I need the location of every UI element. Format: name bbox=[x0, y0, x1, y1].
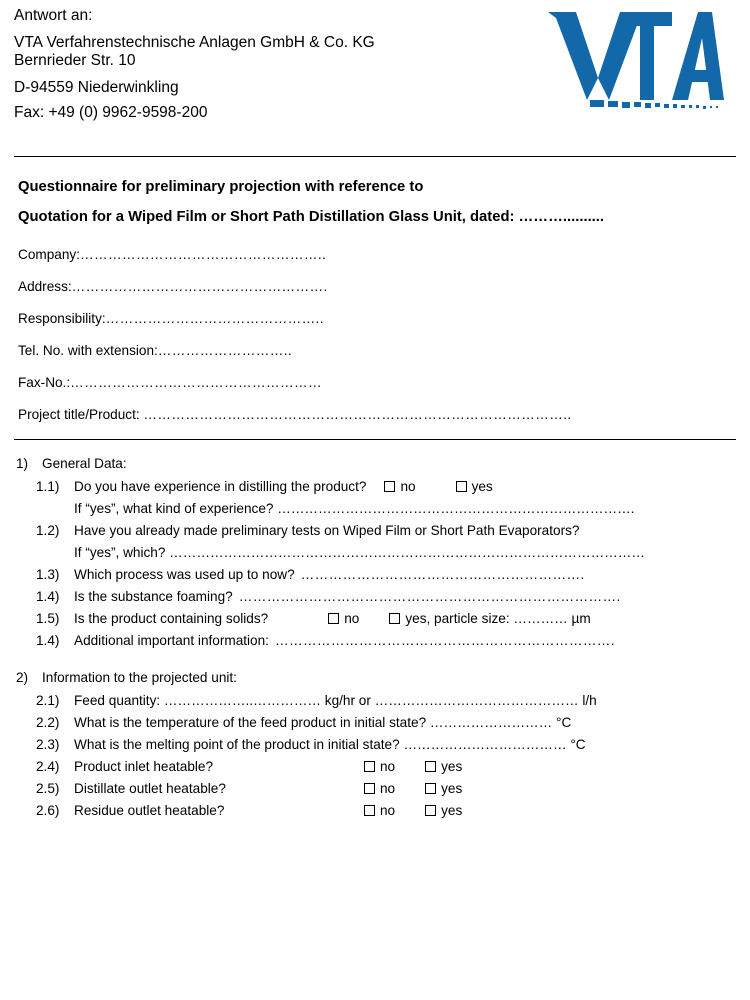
question-1-1-option-yes[interactable] bbox=[456, 479, 493, 494]
field-project-title-label: Project title/Product: bbox=[18, 407, 140, 422]
question-2-6-option-yes-label: yes bbox=[441, 803, 463, 818]
question-2-4-option-yes[interactable] bbox=[425, 759, 462, 774]
question-1-1-text: Do you have experience in distilling the product? bbox=[74, 479, 367, 494]
question-1-5-option-yes-label: yes, particle size: ………… µm bbox=[405, 611, 591, 626]
question-2-6-text: Residue outlet heatable? bbox=[74, 803, 225, 818]
field-responsibility-label: Responsibility: bbox=[18, 311, 106, 326]
question-1-5 bbox=[36, 611, 736, 626]
question-2-1-text: Feed quantity: ………………..…………… kg/hr or ……………………………………… l/h bbox=[74, 693, 597, 708]
question-2-5-option-yes[interactable] bbox=[425, 781, 462, 796]
checkbox-icon[interactable] bbox=[425, 805, 436, 816]
question-2-2[interactable] bbox=[36, 715, 736, 730]
checkbox-icon[interactable] bbox=[384, 481, 395, 492]
question-1-1-option-no-label: no bbox=[400, 479, 416, 494]
field-address[interactable] bbox=[18, 279, 736, 294]
question-1-4-foaming bbox=[36, 589, 736, 604]
field-project-title-input[interactable]: ……………………………………………………………………………….. bbox=[143, 407, 572, 422]
question-1-1 bbox=[36, 479, 736, 494]
question-2-6-option-no-label: no bbox=[380, 803, 396, 818]
question-1-2-sub[interactable]: If “yes”, which? …………………………………………………………………………………………… bbox=[74, 545, 645, 560]
question-1-4-foaming-answer[interactable]: ………………………………………………………………………. bbox=[238, 589, 621, 604]
section-2-number: 2) bbox=[16, 670, 29, 685]
section-general-data bbox=[14, 456, 736, 648]
reply-address-block bbox=[14, 8, 534, 123]
field-company-input[interactable]: …………………………………………….. bbox=[79, 247, 327, 262]
city-address: D-94559 Niederwinkling bbox=[14, 78, 179, 96]
question-1-4-additional-answer[interactable]: ………………………………………………………………. bbox=[274, 633, 615, 648]
checkbox-icon[interactable] bbox=[364, 761, 375, 772]
question-2-3-number: 2.3) bbox=[36, 737, 60, 752]
checkbox-icon[interactable] bbox=[425, 761, 436, 772]
fax-number: Fax: +49 (0) 9962-9598-200 bbox=[14, 104, 208, 121]
street-address: Bernrieder Str. 10 bbox=[14, 52, 136, 69]
question-2-6-option-no[interactable] bbox=[364, 803, 395, 818]
question-1-4-additional-text: Additional important information: bbox=[74, 633, 269, 648]
field-telephone[interactable] bbox=[18, 343, 736, 358]
field-address-label: Address: bbox=[18, 279, 72, 294]
question-2-3-text: What is the melting point of the product in initial state? ……………………………… °C bbox=[74, 737, 586, 752]
question-2-1-number: 2.1) bbox=[36, 693, 60, 708]
question-1-5-option-yes[interactable] bbox=[389, 611, 590, 626]
checkbox-icon[interactable] bbox=[425, 783, 436, 794]
question-1-5-text: Is the product containing solids? bbox=[74, 611, 269, 626]
question-1-3-text: Which process was used up to now? bbox=[74, 567, 295, 582]
fields-divider bbox=[14, 439, 736, 440]
checkbox-icon[interactable] bbox=[364, 783, 375, 794]
field-fax-input[interactable]: ……………………………………………… bbox=[70, 375, 323, 390]
field-company-label: Company: bbox=[18, 247, 80, 262]
question-2-4-option-yes-label: yes bbox=[441, 759, 463, 774]
vta-logo bbox=[546, 8, 726, 118]
field-fax-label: Fax-No.: bbox=[18, 375, 71, 390]
question-1-2-text: Have you already made preliminary tests on Wiped Film or Short Path Evaporators? bbox=[74, 523, 580, 538]
question-2-5-option-no-label: no bbox=[380, 781, 396, 796]
field-address-input[interactable]: ………………………………………………. bbox=[71, 279, 328, 294]
document-title bbox=[18, 179, 736, 225]
section-1-title: General Data: bbox=[42, 456, 127, 471]
question-1-1-option-yes-label: yes bbox=[471, 479, 493, 494]
question-1-4-additional bbox=[36, 633, 736, 648]
checkbox-icon[interactable] bbox=[364, 805, 375, 816]
question-1-2-number: 1.2) bbox=[36, 523, 60, 538]
question-2-5-option-yes-label: yes bbox=[441, 781, 463, 796]
section-1-number: 1) bbox=[16, 456, 29, 471]
question-1-3 bbox=[36, 567, 736, 582]
question-2-4 bbox=[36, 759, 736, 774]
question-1-3-number: 1.3) bbox=[36, 567, 60, 582]
question-1-4-additional-number: 1.4) bbox=[36, 633, 60, 648]
contact-fields bbox=[18, 247, 736, 422]
question-2-6 bbox=[36, 803, 736, 818]
header-divider bbox=[14, 156, 736, 157]
title-line-2: Quotation for a Wiped Film or Short Path Distillation Glass Unit, dated: ……….......... bbox=[18, 209, 605, 225]
checkbox-icon[interactable] bbox=[456, 481, 467, 492]
question-1-3-answer[interactable]: ……………………………………………………. bbox=[300, 567, 585, 582]
checkbox-icon[interactable] bbox=[328, 613, 339, 624]
question-2-2-number: 2.2) bbox=[36, 715, 60, 730]
question-2-1[interactable] bbox=[36, 693, 736, 708]
question-2-5 bbox=[36, 781, 736, 796]
field-responsibility-input[interactable]: ……………………………………….. bbox=[105, 311, 324, 326]
question-1-1-option-no[interactable] bbox=[384, 479, 415, 494]
section-2-title: Information to the projected unit: bbox=[42, 670, 237, 685]
question-2-4-number: 2.4) bbox=[36, 759, 60, 774]
checkbox-icon[interactable] bbox=[389, 613, 400, 624]
field-telephone-input[interactable]: ……………………….. bbox=[157, 343, 293, 358]
question-1-5-option-no[interactable] bbox=[328, 611, 359, 626]
question-2-3[interactable] bbox=[36, 737, 736, 752]
question-2-6-number: 2.6) bbox=[36, 803, 60, 818]
question-1-2 bbox=[36, 523, 736, 538]
field-telephone-label: Tel. No. with extension: bbox=[18, 343, 158, 358]
section-projected-unit bbox=[14, 670, 736, 818]
section-2-heading bbox=[16, 670, 736, 685]
field-company[interactable] bbox=[18, 247, 736, 262]
question-2-2-text: What is the temperature of the feed product in initial state? ……………………… °C bbox=[74, 715, 572, 730]
question-1-1-sub[interactable]: If “yes”, what kind of experience? ……………………………………………………………………. bbox=[74, 501, 635, 516]
question-2-4-text: Product inlet heatable? bbox=[74, 759, 214, 774]
question-2-4-option-no-label: no bbox=[380, 759, 396, 774]
field-project-title[interactable] bbox=[18, 407, 736, 422]
reply-to-label: Antwort an: bbox=[14, 7, 93, 24]
question-1-1-number: 1.1) bbox=[36, 479, 60, 494]
document-header bbox=[14, 8, 736, 148]
section-1-heading bbox=[16, 456, 736, 471]
question-1-4-foaming-number: 1.4) bbox=[36, 589, 60, 604]
title-line-1: Questionnaire for preliminary projection with reference to bbox=[18, 179, 424, 195]
question-1-5-option-no-label: no bbox=[344, 611, 360, 626]
question-2-6-option-yes[interactable] bbox=[425, 803, 462, 818]
company-name: VTA Verfahrenstechnische Anlagen GmbH & Co. KG bbox=[14, 33, 375, 51]
question-2-5-option-no[interactable] bbox=[364, 781, 395, 796]
field-responsibility[interactable] bbox=[18, 311, 736, 326]
question-1-4-foaming-text: Is the substance foaming? bbox=[74, 589, 233, 604]
question-2-4-option-no[interactable] bbox=[364, 759, 395, 774]
question-2-5-number: 2.5) bbox=[36, 781, 60, 796]
field-fax[interactable] bbox=[18, 375, 736, 390]
question-2-5-text: Distillate outlet heatable? bbox=[74, 781, 226, 796]
question-1-5-number: 1.5) bbox=[36, 611, 60, 626]
